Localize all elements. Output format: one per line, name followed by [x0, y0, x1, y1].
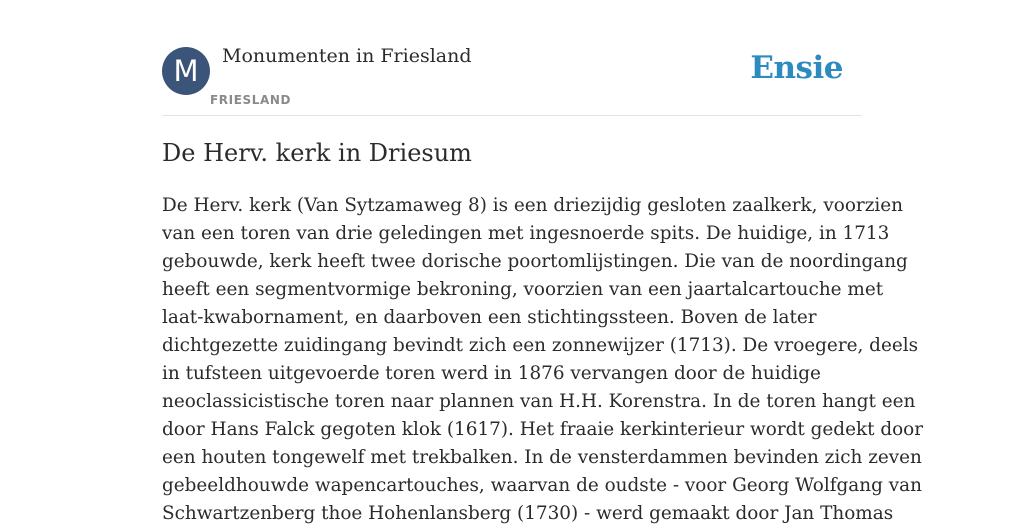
article-line: een houten tongewelf met trekbalken. In de vensterdammen bevinden zich zeven — [162, 447, 922, 468]
article-line: gebouwde, kerk heeft twee dorische poortomlijstingen. Die van de noordingang — [162, 251, 908, 272]
article-line: van een toren van drie geledingen met ingesnoerde spits. De huidige, in 1713 — [162, 223, 890, 244]
article-body — [162, 192, 924, 528]
header-divider — [162, 115, 862, 116]
article-line: gebeeldhouwde wapencartouches, waarvan de oudste - voor Georg Wolfgang van — [162, 475, 922, 496]
avatar-letter: M — [173, 53, 199, 88]
article-line: neoclassicistische toren naar plannen van H.H. Korenstra. In de toren hangt een — [162, 391, 916, 412]
article-line: laat-kwabornament, en daarboven een stichtingssteen. Boven de later — [162, 307, 817, 328]
article-title: De Herv. kerk in Driesum — [162, 139, 472, 167]
collection-title-link[interactable]: Monumenten in Friesland — [222, 45, 472, 67]
page — [162, 0, 924, 524]
category-link[interactable]: FRIESLAND — [210, 93, 292, 107]
ensie-logo[interactable]: Ensie — [750, 50, 843, 86]
article-line: Schwartzenberg thoe Hohenlansberg (1730) - werd gemaakt door Jan Thomas — [162, 503, 894, 524]
collection-avatar[interactable] — [162, 47, 210, 95]
article-line: door Hans Falck gegoten klok (1617). Het fraaie kerkinterieur wordt gedekt door — [162, 419, 924, 440]
article-line: in tufsteen uitgevoerde toren werd in 1876 vervangen door de huidige — [162, 363, 821, 384]
article-line: dichtgezette zuidingang bevindt zich een zonnewijzer (1713). De vroegere, deels — [162, 335, 919, 356]
article-line: heeft een segmentvormige bekroning, voorzien van een jaartalcartouche met — [162, 279, 884, 300]
article-line: De Herv. kerk (Van Sytzamaweg 8) is een driezijdig gesloten zaalkerk, voorzien — [162, 195, 904, 216]
